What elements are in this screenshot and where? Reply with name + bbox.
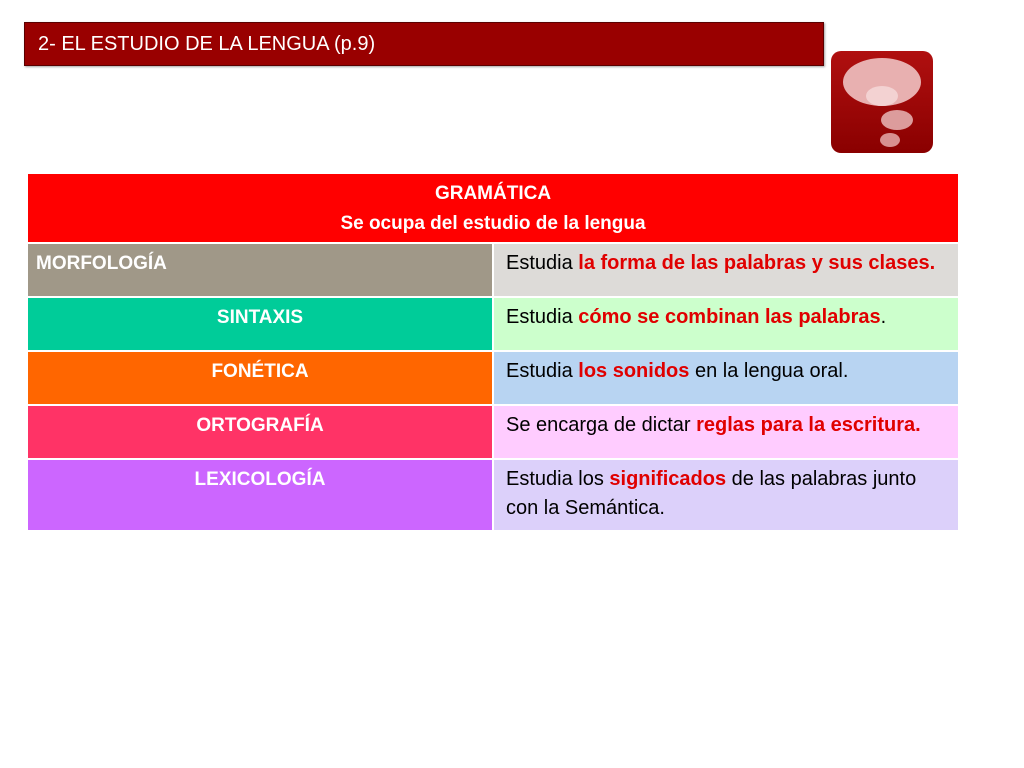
slide-title: 2- EL ESTUDIO DE LA LENGUA (p.9) [24,22,824,66]
description-text: Estudia [506,306,579,328]
description-text-end: en la lengua oral. [689,360,849,382]
description-text-end: de las palabras junto con la Semántica. [506,468,917,519]
description-highlight: reglas para la escritura. [696,414,921,436]
description-highlight: cómo se combinan las palabras [578,306,881,328]
table-row [27,297,959,351]
table-row [27,351,959,405]
table-row [27,405,959,459]
description-text: Estudia los [506,468,610,490]
description-cell [493,405,959,459]
description-text: Estudia [506,252,579,274]
term-cell: ORTOGRAFÍA [27,405,493,459]
description-cell [493,351,959,405]
description-highlight: significados [609,468,727,490]
header-subtitle: Se ocupa del estudio de la lengua [340,213,646,234]
table-header-row [27,173,959,243]
header-title: GRAMÁTICA [434,183,552,204]
term-cell: FONÉTICA [27,351,493,405]
grammar-table [26,172,960,532]
description-text-end: . [880,306,887,328]
description-highlight: los sonidos [578,360,690,382]
table-header [27,173,959,243]
table-row [27,243,959,297]
description-text: Se encarga de dictar [506,414,697,436]
description-highlight: la forma de las palabras y sus clases. [578,252,936,274]
description-cell [493,243,959,297]
description-cell [493,297,959,351]
term-cell: LEXICOLOGÍA [27,459,493,531]
question-mark-icon [830,50,934,154]
term-cell: SINTAXIS [27,297,493,351]
table-row [27,459,959,531]
description-text: Estudia [506,360,579,382]
description-cell [493,459,959,531]
term-cell: MORFOLOGÍA [27,243,493,297]
